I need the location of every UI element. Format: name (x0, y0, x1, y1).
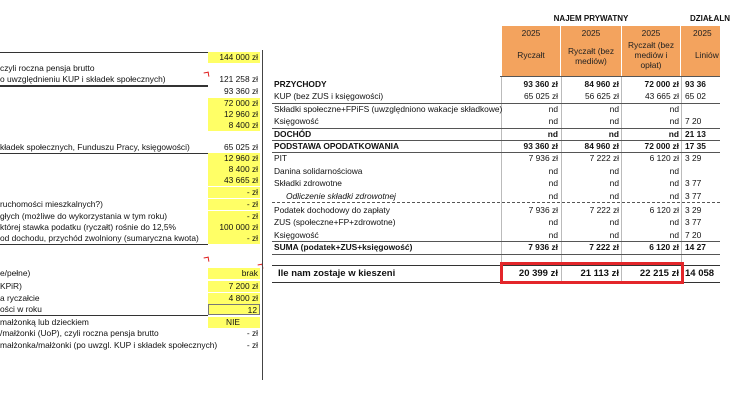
left-row-value[interactable]: 8 400 zł (208, 164, 260, 175)
row-label: Odliczenie składki zdrowotnej (286, 190, 396, 201)
row-cell: 7 20 (685, 116, 702, 127)
row-cell: nd (609, 229, 619, 240)
left-row-label: ości w roku (0, 304, 208, 316)
column-year: 2025 (581, 28, 601, 38)
left-row (0, 52, 268, 63)
left-row (0, 304, 268, 315)
row-cell: nd (548, 190, 558, 201)
left-row-value[interactable]: - zł (208, 199, 260, 210)
row-cell: nd (548, 229, 558, 240)
row-cell: 93 360 zł (523, 141, 558, 151)
left-row-label: od dochodu, przychód zwolniony (sumaryczna kwota) (0, 233, 208, 245)
left-row-label: o uwzględnieniu KUP i składek społecznych) (0, 74, 208, 86)
row-cell: nd (669, 103, 679, 114)
left-row-value[interactable]: 12 (208, 304, 260, 315)
group-title-dzialalnosc: DZIAŁALN (690, 14, 730, 23)
row-label: Księgowość (274, 116, 319, 127)
row-label: KUP (bez ZUS i księgowości) (274, 91, 384, 102)
row-label: PODSTAWA OPODATKOWANIA (274, 141, 399, 151)
left-row-label: kładek społecznych, Funduszu Pracy, księgowości) (0, 142, 208, 154)
column-name: Ryczałt (517, 50, 545, 60)
left-row (0, 86, 268, 97)
left-row (0, 281, 268, 292)
row-cell: nd (609, 116, 619, 127)
left-row (0, 293, 268, 304)
row-cell: 6 120 zł (649, 205, 679, 215)
left-row-label: ruchomości mieszkalnych?) (0, 199, 103, 209)
left-row (0, 120, 268, 131)
row-cell: nd (669, 217, 679, 228)
table-row (272, 152, 720, 164)
left-row-value[interactable]: brak (208, 268, 260, 279)
row-cell: nd (548, 217, 558, 228)
total-ryczalt: 20 399 zł (518, 268, 558, 279)
table-row (272, 165, 720, 177)
row-cell: 3 77 (685, 217, 702, 228)
left-row-value[interactable] (208, 63, 260, 74)
column-header-ryczalt-bez-mediow (561, 26, 621, 76)
row-cell: 7 222 zł (589, 205, 619, 215)
left-row-value[interactable]: 12 960 zł (208, 109, 260, 120)
left-row (0, 244, 268, 255)
table-row (272, 229, 720, 241)
column-header-ryczalt (502, 26, 560, 76)
row-label: ZUS (społeczne+FP+zdrowotne) (274, 217, 396, 228)
row-cell: 7 936 zł (528, 205, 558, 215)
row-cell: 93 36 (685, 79, 706, 89)
column-name: Liniów (695, 50, 719, 60)
row-cell: 84 960 zł (584, 141, 619, 151)
table-header-border (500, 76, 720, 77)
row-cell: 3 77 (685, 190, 702, 201)
row-cell: nd (548, 178, 558, 189)
left-row-label: czyli roczna pensja brutto (0, 63, 95, 73)
left-row (0, 199, 268, 210)
table-row (272, 90, 720, 102)
left-row-value[interactable]: - zł (208, 233, 260, 244)
row-cell: 65 02 (685, 91, 706, 102)
column-year: 2025 (693, 28, 712, 38)
left-row-value[interactable]: - zł (208, 211, 260, 222)
left-row (0, 187, 268, 198)
row-cell: nd (548, 103, 558, 114)
left-row (0, 211, 268, 222)
table-row (272, 204, 720, 216)
total-ryczalt-bez-mediow: 21 113 zł (580, 268, 619, 279)
left-row-label: małżonka/małżonki (po uwzgl. KUP i składek społecznych) (0, 340, 218, 350)
row-label: PIT (274, 153, 288, 164)
table-row (272, 128, 720, 140)
row-cell: 72 000 zł (644, 79, 679, 89)
group-title-najem: NAJEM PRYWATNY (553, 14, 629, 23)
row-cell: 65 025 zł (524, 91, 558, 102)
left-row-label: której stawka podatku (ryczałt) rośnie do 12,5% (0, 222, 176, 232)
row-cell: nd (609, 165, 619, 176)
row-cell: nd (668, 128, 679, 139)
left-row (0, 328, 268, 339)
table-row (272, 115, 720, 127)
left-row (0, 63, 268, 74)
left-row-value[interactable]: 4 800 zł (208, 293, 260, 304)
row-cell: nd (609, 190, 619, 201)
row-cell: nd (608, 128, 619, 139)
row-label: Księgowość (274, 229, 319, 240)
left-row (0, 222, 268, 233)
row-label: Składki zdrowotne (274, 178, 342, 189)
row-cell: nd (669, 190, 679, 201)
left-row (0, 164, 268, 175)
row-label: Składki społeczne+FPiFS (uwzględniono wakacje składkowe) (274, 103, 503, 114)
row-cell: nd (547, 128, 558, 139)
left-row-label: głych (możliwe do wykorzystania w tym roku) (0, 211, 168, 221)
left-row (0, 74, 268, 85)
left-panel-border (262, 50, 263, 380)
column-header-liniowy (681, 26, 720, 76)
row-cell: 6 120 zł (649, 242, 679, 253)
left-row-value[interactable]: - zł (208, 187, 260, 198)
left-row-value[interactable]: 100 000 zł (208, 222, 260, 233)
left-row-value[interactable]: 12 960 zł (208, 153, 260, 164)
comment-marker-icon (204, 257, 210, 263)
row-cell: nd (548, 116, 558, 127)
table-row (272, 78, 720, 90)
total-highlight-box (500, 262, 684, 284)
row-cell: 14 27 (685, 242, 706, 253)
row-cell: 84 960 zł (584, 79, 619, 89)
row-cell: 3 77 (685, 178, 702, 189)
table-row (272, 177, 720, 189)
row-cell: 43 665 zł (645, 91, 679, 102)
total-ryczalt-bez-oplat: 22 215 zł (639, 268, 679, 279)
column-year: 2025 (521, 28, 541, 38)
left-row (0, 268, 268, 279)
left-row-label (0, 52, 208, 53)
row-separator (272, 202, 720, 203)
left-row-label (0, 86, 208, 87)
row-cell: nd (609, 103, 619, 114)
left-row-value[interactable]: 7 200 zł (208, 281, 260, 292)
row-cell: 72 000 zł (644, 141, 679, 151)
left-row (0, 142, 268, 153)
row-cell: 7 20 (685, 229, 702, 240)
left-row-label: e/pełne) (0, 268, 31, 278)
row-cell: nd (669, 178, 679, 189)
left-row-label: a ryczałcie (0, 293, 40, 303)
row-cell: 21 13 (685, 128, 706, 139)
row-label: Podatek dochodowy do zapłaty (274, 205, 390, 215)
column-name: Ryczałt (bez mediów i opłat) (627, 40, 675, 70)
left-row (0, 233, 268, 244)
left-row (0, 317, 268, 328)
left-row-label: /małżonki (UoP), czyli roczna pensja brutto (0, 328, 159, 338)
left-row-value[interactable]: 65 025 zł (224, 142, 258, 152)
row-cell: nd (609, 178, 619, 189)
row-cell: nd (609, 217, 619, 228)
left-row-label: małżonką lub dzieckiem (0, 317, 89, 327)
row-cell: 3 29 (685, 153, 702, 164)
row-cell: nd (548, 165, 558, 176)
row-label: Danina solidarnościowa (274, 165, 363, 176)
table-row (272, 190, 720, 202)
left-row (0, 153, 268, 164)
left-row (0, 175, 268, 186)
row-cell: nd (669, 116, 679, 127)
row-cell: nd (669, 165, 679, 176)
row-cell: 7 222 zł (589, 242, 619, 253)
row-cell: nd (669, 229, 679, 240)
row-label: PRZYCHODY (274, 79, 327, 89)
table-row (272, 140, 720, 152)
total-label: Ile nam zostaje w kieszeni (278, 268, 396, 279)
left-row-value[interactable]: 8 400 zł (208, 120, 260, 131)
left-row-value[interactable]: 43 665 zł (208, 175, 260, 186)
left-row-value[interactable]: - zł (246, 340, 258, 350)
total-liniowy: 14 058 (685, 268, 715, 279)
row-label: DOCHÓD (274, 128, 312, 139)
left-row-value[interactable]: 121 258 zł (219, 74, 258, 84)
row-cell: 7 936 zł (528, 242, 558, 253)
row-cell: 6 120 zł (649, 153, 679, 164)
row-label: SUMA (podatek+ZUS+księgowość) (274, 242, 413, 253)
row-cell: 7 222 zł (589, 153, 619, 164)
row-cell: 93 360 zł (523, 79, 558, 89)
row-cell: 56 625 zł (585, 91, 619, 102)
left-row-label: KPiR) (0, 281, 22, 291)
left-row (0, 109, 268, 120)
left-row (0, 340, 268, 351)
table-row (272, 241, 720, 253)
row-cell: 17 35 (685, 141, 706, 151)
left-row-value[interactable]: 144 000 zł (208, 52, 260, 63)
row-cell: 7 936 zł (528, 153, 558, 164)
table-row (272, 103, 720, 115)
column-year: 2025 (641, 28, 661, 38)
column-name: Ryczałt (bez mediów) (567, 46, 615, 66)
left-row (0, 98, 268, 109)
column-header-ryczalt-bez-mediow-i-oplat (622, 26, 680, 76)
left-row-value[interactable]: NIE (208, 317, 260, 328)
left-row-value[interactable]: - zł (246, 328, 258, 338)
table-row (272, 216, 720, 228)
row-cell: 3 29 (685, 205, 702, 215)
row-separator (272, 254, 720, 255)
left-row-value[interactable] (208, 244, 260, 255)
left-row-value[interactable]: 93 360 zł (224, 86, 258, 96)
comment-marker-icon (204, 72, 210, 78)
left-row-value[interactable]: 72 000 zł (208, 98, 260, 109)
